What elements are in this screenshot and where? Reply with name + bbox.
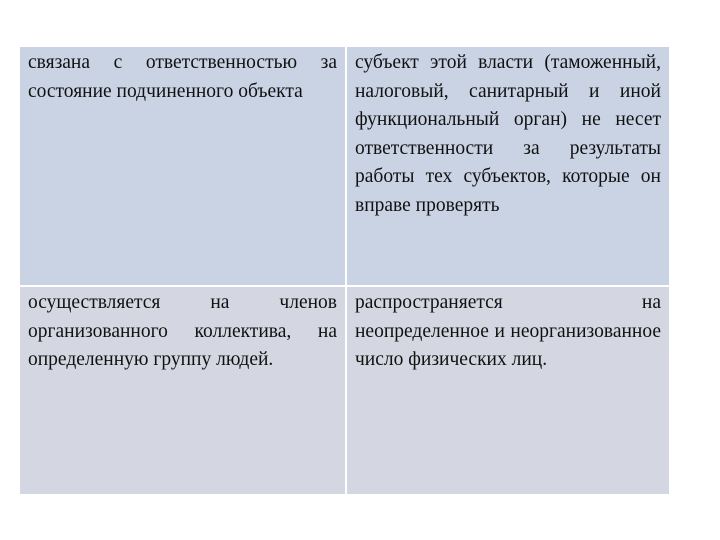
table-cell-left: связана с ответственностью за состояние подчиненного объекта [20, 47, 347, 287]
table-row [20, 286, 670, 495]
table-row [20, 47, 670, 287]
table-cell-right: распространяется на неопределенное и неорганизованное число физических лиц. [346, 286, 670, 495]
table-cell-right: субъект этой власти (таможенный, налоговый, санитарный и иной функциональный орган) не несет ответственности за результаты работы тех субъектов, которые он вправе проверять [346, 47, 670, 287]
table-cell-left: осуществляется на членов организованного коллектива, на определенную группу людей. [20, 286, 347, 495]
comparison-table [19, 46, 670, 495]
